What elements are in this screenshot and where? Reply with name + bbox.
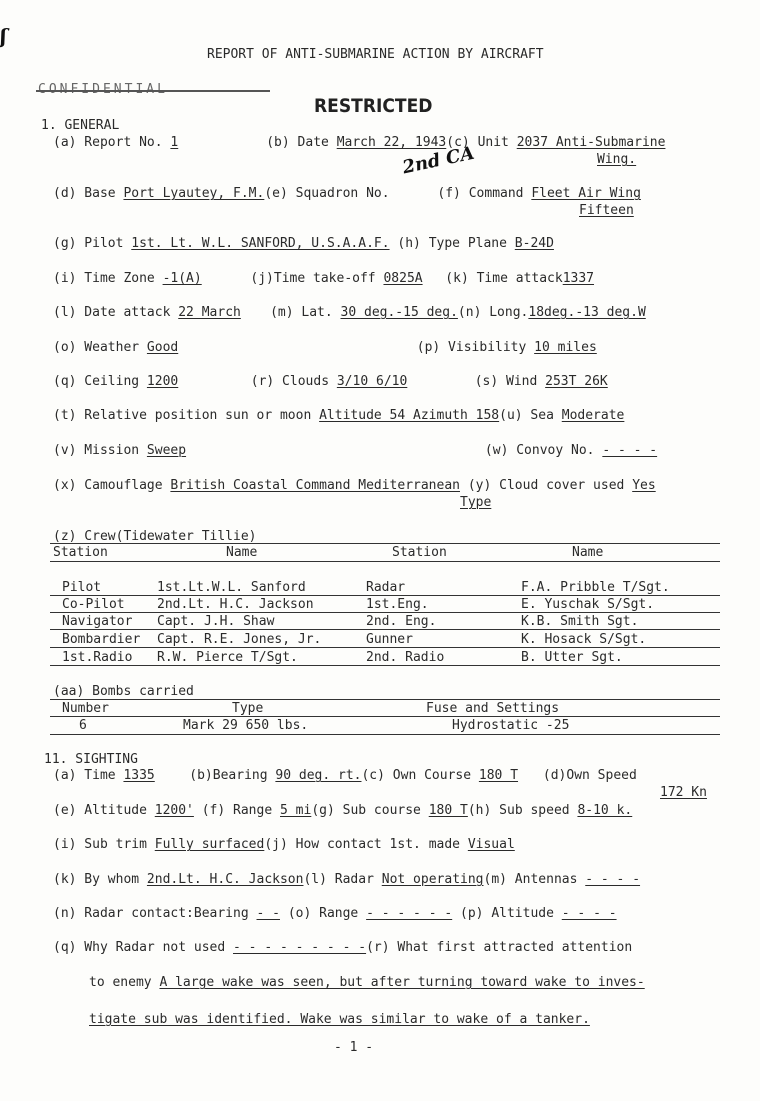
unit-value: 2037 Anti-Submarine	[516, 135, 666, 150]
label: (w) Convoy No.	[484, 443, 595, 458]
page-title: REPORT OF ANTI-SUBMARINE ACTION BY AIRCRAFT	[207, 47, 544, 62]
crew-header-station: Station	[53, 545, 108, 560]
why-radar-value: - - - - - - - - -	[233, 940, 367, 955]
crew-rule-top	[50, 543, 720, 544]
label: (h) Type Plane	[397, 236, 507, 251]
sub-trim-value: Fully surfaced	[154, 837, 265, 852]
row-2r	[89, 975, 645, 990]
row-q	[53, 374, 665, 389]
label: (h) Sub speed	[467, 803, 570, 818]
crew-label: (z) Crew(Tidewater Tillie)	[53, 529, 257, 544]
crew-station: 2nd. Radio	[366, 650, 445, 665]
bearing-value: 90 deg. rt.	[275, 768, 362, 783]
altitude-value: 1200'	[154, 803, 194, 818]
type-plane-value: B-24D	[514, 236, 554, 251]
crew-name: Capt. R.E. Jones, Jr.	[157, 632, 322, 647]
contact-method-value: Visual	[467, 837, 515, 852]
restricted-stamp: RESTRICTED	[314, 95, 433, 117]
range-value: 5 mi	[280, 803, 312, 818]
row-2i	[53, 837, 664, 852]
crew-rule-header	[50, 561, 720, 562]
own-speed-value: 172 Kn	[660, 785, 707, 800]
antennas-value: - - - -	[585, 872, 641, 887]
row-o	[53, 340, 684, 355]
label: (m) Lat.	[270, 305, 333, 320]
crew-row-rule	[50, 629, 720, 630]
crew-name: R.W. Pierce T/Sgt.	[157, 650, 298, 665]
label: (m) Antennas	[483, 872, 578, 887]
crew-name: B. Utter Sgt.	[521, 650, 623, 665]
label: (f) Command	[437, 186, 524, 201]
bombs-fuse: Hydrostatic -25	[452, 718, 570, 733]
visibility-value: 10 miles	[534, 340, 597, 355]
crew-station: Co-Pilot	[62, 597, 125, 612]
sub-speed-value: 8-10 k.	[577, 803, 633, 818]
crew-station: Pilot	[62, 580, 102, 595]
bombs-header-type: Type	[232, 701, 264, 716]
crew-station: 1st.Radio	[62, 650, 133, 665]
label: (f) Range	[201, 803, 273, 818]
crew-name: 2nd.Lt. H.C. Jackson	[157, 597, 314, 612]
label: (b) Date	[266, 135, 329, 150]
weather-value: Good	[146, 340, 179, 355]
label: (a) Report No.	[53, 135, 163, 150]
label: (x) Camouflage	[53, 478, 163, 493]
handwritten-note: 2nd CA	[400, 142, 477, 179]
command-value: Fleet Air Wing	[531, 186, 641, 201]
lat-value: 30 deg.-15 deg.	[340, 305, 458, 320]
label: (k) Time attack	[445, 271, 563, 286]
label: (r) What first attracted attention	[366, 940, 633, 955]
sun-position-value: Altitude 54 Azimuth 158	[319, 408, 500, 423]
pilot-value: 1st. Lt. W.L. SANFORD, U.S.A.A.F.	[131, 236, 390, 251]
crew-station: 1st.Eng.	[366, 597, 429, 612]
label: (e) Altitude	[53, 803, 147, 818]
label: (o) Weather	[53, 340, 140, 355]
sighting-time-value: 1335	[123, 768, 155, 783]
radar-bearing-value: - -	[256, 906, 280, 921]
bombs-label: (aa) Bombs carried	[53, 684, 194, 699]
radar-altitude-value: - - - -	[561, 906, 617, 921]
sub-course-value: 180 T	[428, 803, 468, 818]
label: (y) Cloud cover used	[467, 478, 625, 493]
date-attack-value: 22 March	[178, 305, 241, 320]
row-v	[53, 443, 657, 458]
ceiling-value: 1200	[146, 374, 179, 389]
label: (t) Relative position sun or moon	[53, 408, 312, 423]
camouflage-value: British Coastal Command Mediterranean	[170, 478, 460, 493]
command-value-2: Fifteen	[579, 203, 634, 218]
label: (i) Time Zone	[53, 271, 155, 286]
label: (q) Why Radar not used	[53, 940, 226, 955]
crew-station: Bombardier	[62, 632, 141, 647]
row-g	[53, 236, 635, 251]
row-t	[53, 408, 624, 423]
sea-value: Moderate	[561, 408, 625, 423]
label: (e) Squadron No.	[264, 186, 390, 201]
takeoff-value: 0825A	[383, 271, 423, 286]
label: (p) Altitude	[460, 906, 554, 921]
row-2q	[53, 940, 632, 955]
own-course-value: 180 T	[478, 768, 519, 783]
label: (d)Own Speed	[542, 768, 637, 783]
section-general-heading: 1. GENERAL	[41, 118, 120, 133]
radar-range-value: - - - - - -	[366, 906, 453, 921]
report-no-value: 1	[170, 135, 179, 150]
bombs-rule-top	[50, 699, 720, 700]
clouds-value: 3/10 6/10	[336, 374, 408, 389]
label: to enemy	[89, 975, 152, 990]
bombs-header-fuse: Fuse and Settings	[426, 701, 560, 716]
crew-header-name-2: Name	[572, 545, 604, 560]
bombs-rule-bottom	[50, 734, 720, 735]
label: (v) Mission	[53, 443, 140, 458]
crew-station: Radar	[366, 580, 406, 595]
label: (q) Ceiling	[53, 374, 140, 389]
attention-value-1: A large wake was seen, but after turning toward wake to inves-	[159, 975, 645, 990]
base-value: Port Lyautey, F.M.	[123, 186, 265, 201]
date-value: March 22, 1943	[336, 135, 447, 150]
crew-header-station-2: Station	[392, 545, 447, 560]
row-a	[53, 135, 665, 150]
label: (l) Radar	[303, 872, 374, 887]
row-x	[53, 478, 656, 493]
cloud-cover-value: Yes	[632, 478, 656, 493]
label: (b)Bearing	[189, 768, 268, 783]
wind-value: 253T 26K	[545, 374, 608, 389]
unit-value-2: Wing.	[597, 152, 637, 167]
time-zone-value: -1(A)	[162, 271, 202, 286]
label: (j)Time take-off	[250, 271, 376, 286]
section-sighting-heading: 11. SIGHTING	[44, 752, 138, 767]
crew-station: 2nd. Eng.	[366, 614, 437, 629]
label: (p) Visibility	[416, 340, 527, 355]
label: (a) Time	[53, 768, 116, 783]
label: (k) By whom	[53, 872, 140, 887]
crew-row-rule	[50, 647, 720, 648]
page-number: - 1 -	[334, 1040, 374, 1055]
bombs-rule-header	[50, 716, 720, 717]
row-2a	[53, 768, 637, 783]
margin-mark: ʃ	[0, 24, 7, 48]
crew-name: Capt. J.H. Shaw	[157, 614, 275, 629]
row-2k	[53, 872, 640, 887]
crew-header-name: Name	[226, 545, 258, 560]
label: (d) Base	[53, 186, 116, 201]
row-i	[53, 271, 633, 286]
row-2e	[53, 803, 632, 818]
label: (c) Own Course	[361, 768, 472, 783]
mission-value: Sweep	[146, 443, 187, 458]
crew-station: Gunner	[366, 632, 413, 647]
label: (s) Wind	[474, 374, 538, 389]
convoy-value: - - - -	[602, 443, 658, 458]
label: (c) Unit	[446, 135, 509, 150]
label: (j) How contact 1st. made	[264, 837, 460, 852]
crew-station: Navigator	[62, 614, 133, 629]
crew-row-rule	[50, 612, 720, 613]
label: (n) Long.	[457, 305, 529, 320]
label: (g) Pilot	[53, 236, 124, 251]
label: (g) Sub course	[311, 803, 421, 818]
row-2n	[53, 906, 617, 921]
camouflage-value-2: Type	[460, 495, 492, 510]
strike-line	[36, 90, 270, 92]
by-whom-value: 2nd.Lt. H.C. Jackson	[146, 872, 304, 887]
crew-name: K. Hosack S/Sgt.	[521, 632, 647, 647]
bombs-type: Mark 29 650 lbs.	[183, 718, 309, 733]
crew-name: 1st.Lt.W.L. Sanford	[157, 580, 306, 595]
crew-row-rule	[50, 595, 720, 596]
long-value: 18deg.-13 deg.W	[528, 305, 646, 320]
label: (i) Sub trim	[53, 837, 147, 852]
crew-name: F.A. Pribble T/Sgt.	[521, 580, 670, 595]
bombs-header-number: Number	[62, 701, 109, 716]
row-l	[53, 305, 646, 320]
radar-value: Not operating	[381, 872, 484, 887]
time-attack-value: 1337	[562, 271, 595, 286]
label: (r) Clouds	[250, 374, 330, 389]
label: (o) Range	[287, 906, 359, 921]
bombs-number: 6	[79, 718, 87, 733]
label: (n) Radar contact:Bearing	[53, 906, 249, 921]
label: (u) Sea	[499, 408, 554, 423]
crew-row-rule	[50, 665, 720, 666]
label: (l) Date attack	[53, 305, 171, 320]
row-d	[53, 186, 641, 201]
crew-name: E. Yuschak S/Sgt.	[521, 597, 655, 612]
crew-name: K.B. Smith Sgt.	[521, 614, 639, 629]
attention-value-2: tigate sub was identified. Wake was similar to wake of a tanker.	[89, 1012, 590, 1027]
